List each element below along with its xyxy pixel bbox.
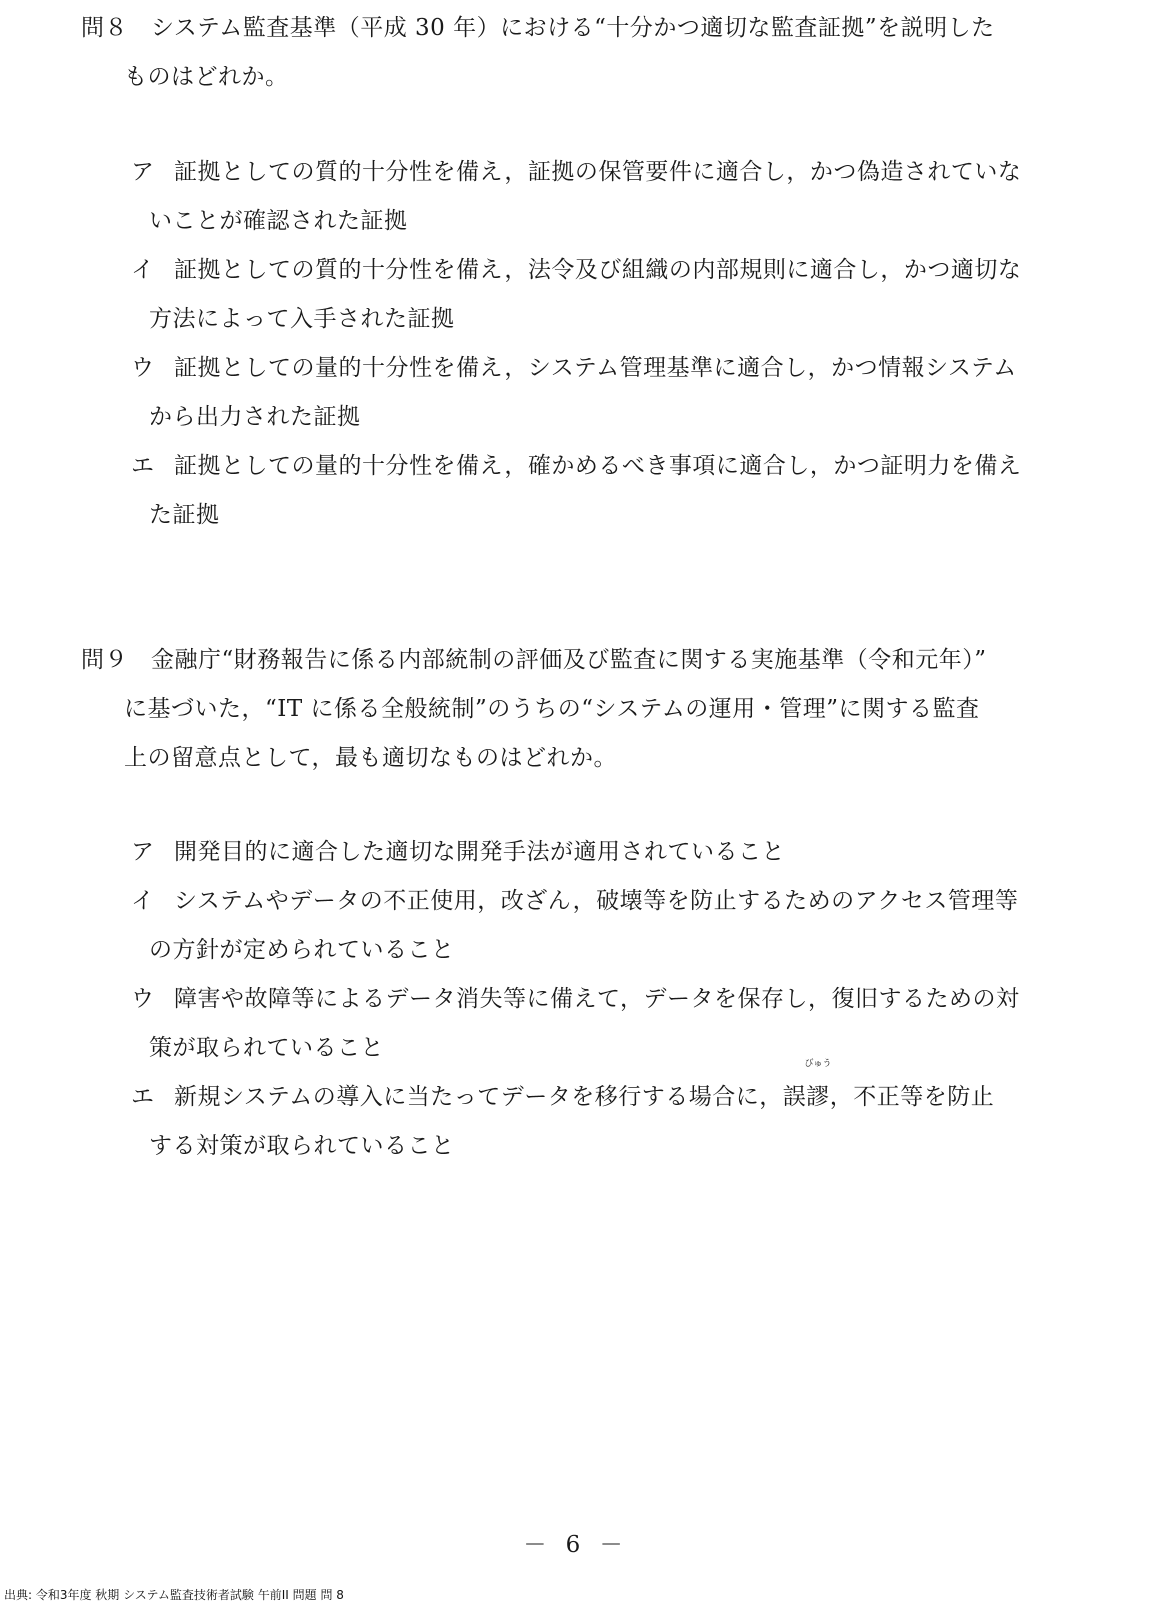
choice-text-line2: 策が取られていること [149,1035,384,1061]
choice-label: ア [131,839,155,865]
choice-text-line2: の方針が定められていること [149,937,455,963]
choice-label: エ [131,453,155,479]
choice-text-line2: た証拠 [149,502,220,528]
question-8-stem-line2: ものはどれか。 [124,64,289,90]
question-9-choice-a [131,828,1020,877]
choice-label: イ [131,257,155,283]
choice-label: ア [131,159,155,185]
question-9-stem-line2: に基づいた，“IT に係る全般統制”のうちの“システムの運用・管理”に関する監査 [124,696,980,722]
choice-text-line2: 方法によって入手された証拠 [149,306,455,332]
question-8-number: 問８ [81,15,128,41]
question-8-choice-e [131,442,1021,540]
choice-text-line2: から出力された証拠 [149,404,361,430]
question-9-stem-line3: 上の留意点として，最も適切なものはどれか。 [124,745,618,771]
question-9-stem [81,636,987,783]
choice-text-line1: 証拠としての量的十分性を備え，システム管理基準に適合し，かつ情報システム [174,355,1017,381]
question-9-choices [131,828,1020,1171]
ruby-annotated-character [804,1059,832,1122]
ruby-base: 謬 [806,1084,830,1110]
ruby-reading: びゅう [804,1059,832,1069]
source-note: 出典: 令和3年度 秋期 システム監査技術者試験 午前II 問題 問 8 [4,1588,344,1602]
question-8-choice-i [131,246,1021,344]
question-8-choice-u [131,344,1021,442]
choice-text-line1: 証拠としての質的十分性を備え，証拠の保管要件に適合し，かつ偽造されていな [174,159,1022,185]
page-number: － 6 － [523,1532,629,1558]
choice-text-line2: する対策が取られていること [149,1133,455,1159]
choice-label: エ [131,1084,155,1110]
question-9-choice-i [131,877,1020,975]
choice-text-line1: 証拠としての質的十分性を備え，法令及び組織の内部規則に適合し，かつ適切な [174,257,1022,283]
choice-text-line1: 証拠としての量的十分性を備え，確かめるべき事項に適合し，かつ証明力を備え [174,453,1022,479]
question-8-choice-a [131,148,1021,246]
question-8-choices [131,148,1021,540]
choice-label: ウ [131,986,155,1012]
choice-text-line2: いことが確認された証拠 [149,208,408,234]
question-8-stem [81,4,995,102]
question-9-choice-e [131,1059,1020,1171]
choice-text-line1: 障害や故障等によるデータ消失等に備えて，データを保存し，復旧するための対 [174,986,1020,1012]
question-9-choice-u [131,975,1020,1073]
choice-label: ウ [131,355,155,381]
choice-text-line1-before: 新規システムの導入に当たってデータを移行する場合に，誤 [174,1084,807,1110]
choice-text-line1: システムやデータの不正使用，改ざん，破壊等を防止するためのアクセス管理等 [174,888,1019,914]
choice-text-line1: 開発目的に適合した適切な開発手法が適用されていること [174,839,785,865]
question-9-stem-line1: 金融庁“財務報告に係る内部統制の評価及び監査に関する実施基準（令和元年）” [151,647,987,673]
choice-text-line1-after: ，不正等を防止 [829,1084,995,1110]
choice-label: イ [131,888,155,914]
question-8-stem-line1: システム監査基準（平成 30 年）における“十分かつ適切な監査証拠”を説明した [151,15,995,41]
question-9-number: 問９ [81,647,128,673]
